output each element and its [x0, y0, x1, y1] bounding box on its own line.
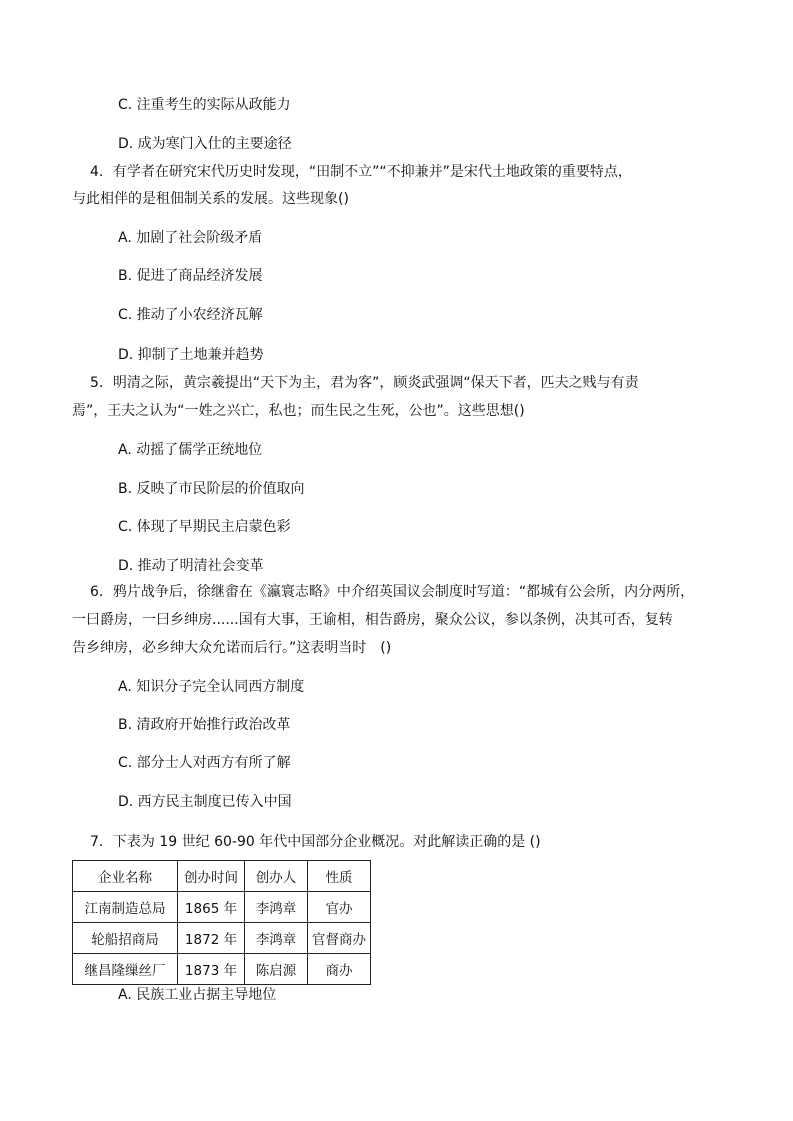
q6-option-d: D. 西方民主制度已传入中国 — [118, 794, 292, 810]
table-cell: 轮船招商局 — [73, 923, 178, 954]
table-cell: 1873 年 — [178, 954, 245, 985]
table-row — [73, 892, 371, 923]
table-cell: 官办 — [308, 892, 371, 923]
table-row — [73, 923, 371, 954]
table-cell: 江南制造总局 — [73, 892, 178, 923]
table-cell: 官督商办 — [308, 923, 371, 954]
table-header-cell: 创办人 — [245, 861, 308, 892]
q6-option-c: C. 部分士人对西方有所了解 — [118, 755, 291, 771]
table-cell: 李鸿章 — [245, 923, 308, 954]
table-header-cell: 创办时间 — [178, 861, 245, 892]
q5-stem-line2: 焉”，王夫之认为“一姓之兴亡，私也；而生民之生死，公也”。这些思想() — [72, 403, 525, 419]
q7-option-a: A. 民族工业占据主导地位 — [118, 987, 277, 1003]
table-cell: 1872 年 — [178, 923, 245, 954]
table-header-cell: 企业名称 — [73, 861, 178, 892]
q5-option-b: B. 反映了市民阶层的价值取向 — [118, 481, 305, 497]
q3-option-d: D. 成为寒门入仕的主要途径 — [118, 136, 292, 152]
table-header-cell: 性质 — [308, 861, 371, 892]
q6-option-a: A. 知识分子完全认同西方制度 — [118, 679, 305, 695]
q6-stem-line1: 6．鸦片战争后，徐继畬在《瀛寰志略》中介绍英国议会制度时写道：“都城有公会所，内分两所， — [90, 584, 695, 600]
q7-stem-line1: 7．下表为 19 世纪 60-90 年代中国部分企业概况。对此解读正确的是 () — [90, 834, 541, 850]
q6-option-b: B. 清政府开始推行政治改革 — [118, 717, 291, 733]
q6-stem-line3: 告乡绅房，必乡绅大众允诺而后行。”这表明当时 () — [72, 640, 392, 656]
q4-option-d: D. 抑制了土地兼并趋势 — [118, 347, 264, 363]
q6-stem-line2: 一曰爵房，一曰乡绅房......国有大事，王谕相，相告爵房，聚众公议，参以条例，决其可否，复转 — [72, 612, 673, 628]
table-cell: 李鸿章 — [245, 892, 308, 923]
q5-stem-line1: 5．明清之际，黄宗羲提出“天下为主，君为客”，顾炎武强调“保天下者，匹夫之贱与有责 — [90, 375, 639, 391]
q4-option-c: C. 推动了小农经济瓦解 — [118, 307, 263, 323]
table-row — [73, 954, 371, 985]
enterprise-table — [72, 860, 371, 985]
table-cell: 陈启源 — [245, 954, 308, 985]
q4-stem-line2: 与此相伴的是租佃制关系的发展。这些现象() — [72, 191, 349, 207]
q5-option-a: A. 动摇了儒学正统地位 — [118, 442, 263, 458]
table-cell: 1865 年 — [178, 892, 245, 923]
table-cell: 商办 — [308, 954, 371, 985]
q3-option-c: C. 注重考生的实际从政能力 — [118, 97, 291, 113]
q5-option-d: D. 推动了明清社会变革 — [118, 558, 264, 574]
q4-option-a: A. 加剧了社会阶级矛盾 — [118, 230, 263, 246]
q4-option-b: B. 促进了商品经济发展 — [118, 268, 263, 284]
q4-stem-line1: 4．有学者在研究宋代历史时发现，“田制不立”“不抑兼并”是宋代土地政策的重要特点， — [90, 164, 632, 180]
q5-option-c: C. 体现了早期民主启蒙色彩 — [118, 519, 291, 535]
table-header-row — [73, 861, 371, 892]
table-cell: 继昌隆缫丝厂 — [73, 954, 178, 985]
